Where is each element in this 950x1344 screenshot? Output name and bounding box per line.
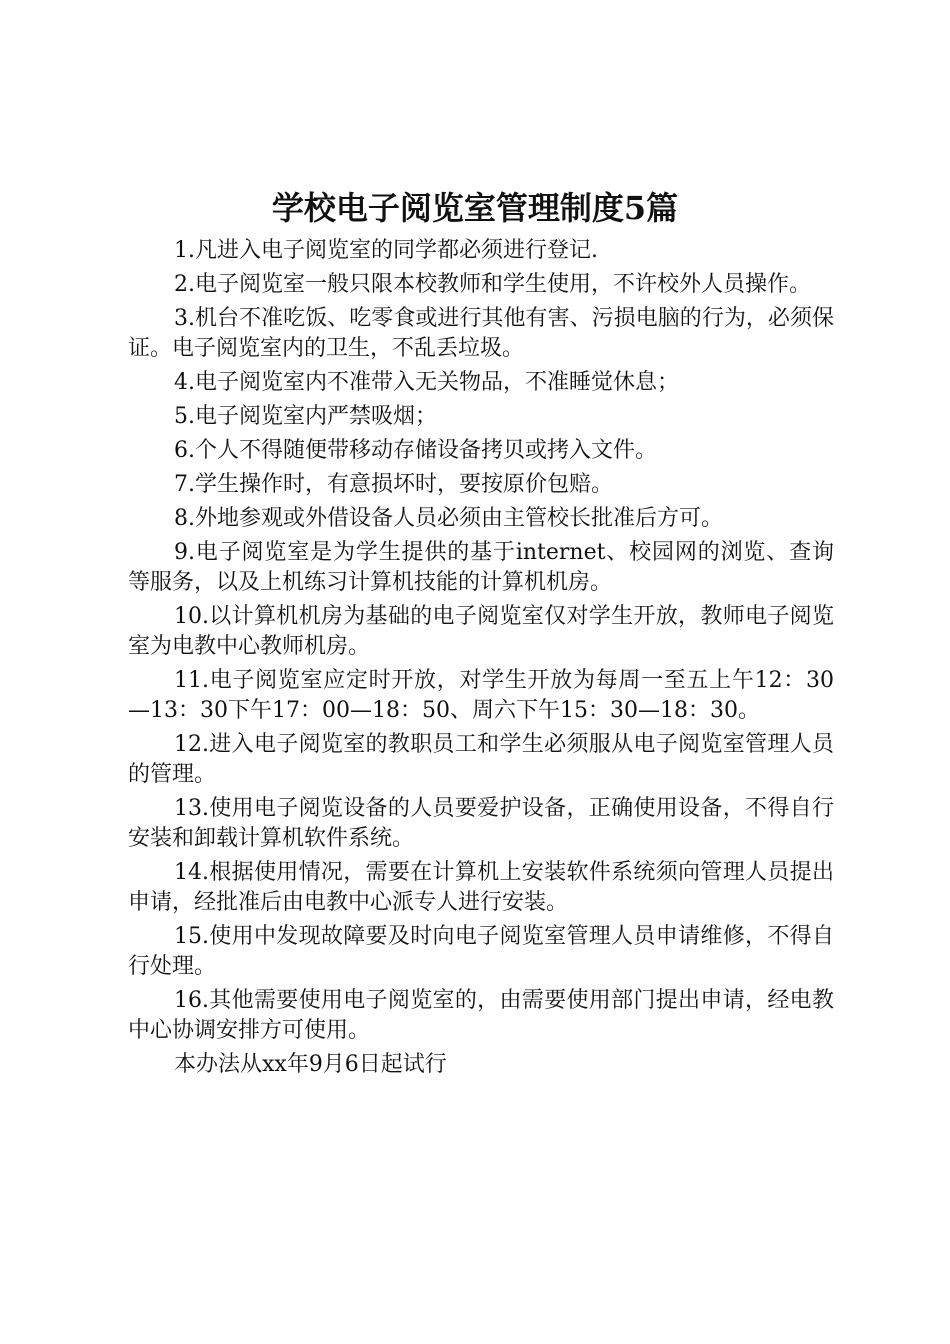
paragraph-rule-9: 9.电子阅览室是为学生提供的基于internet、校园网的浏览、查询等服务，以及上机练习计算机技能的计算机机房。 xyxy=(128,540,834,595)
paragraph-rule-13: 13.使用电子阅览设备的人员要爱护设备，正确使用设备，不得自行安装和卸载计算机软件系统。 xyxy=(128,796,834,851)
paragraph-rule-5: 5.电子阅览室内严禁吸烟； xyxy=(174,404,437,429)
paragraph-rule-4: 4.电子阅览室内不准带入无关物品，不准睡觉休息； xyxy=(174,370,679,395)
paragraph-rule-10: 10.以计算机机房为基础的电子阅览室仅对学生开放，教师电子阅览室为电教中心教师机房。 xyxy=(128,604,834,659)
paragraph-rule-14: 14.根据使用情况，需要在计算机上安装软件系统须向管理人员提出申请，经批准后由电教中心派专人进行安装。 xyxy=(128,860,834,915)
paragraph-rule-3: 3.机台不准吃饭、吃零食或进行其他有害、污损电脑的行为，必须保证。电子阅览室内的卫生，不乱丢垃圾。 xyxy=(128,306,834,361)
paragraph-rule-2: 2.电子阅览室一般只限本校教师和学生使用，不许校外人员操作。 xyxy=(174,272,811,297)
document-body xyxy=(128,236,834,1084)
document-title: 学校电子阅览室管理制度5篇 xyxy=(271,189,679,227)
paragraph-rule-8: 8.外地参观或外借设备人员必须由主管校长批准后方可。 xyxy=(174,506,723,531)
paragraph-effective-date: 本办法从xx年9月6日起试行 xyxy=(174,1052,447,1077)
paragraph-rule-6: 6.个人不得随便带移动存储设备拷贝或拷入文件。 xyxy=(174,438,657,463)
paragraph-rule-12: 12.进入电子阅览室的教职员工和学生必须服从电子阅览室管理人员的管理。 xyxy=(128,732,834,787)
paragraph-rule-15: 15.使用中发现故障要及时向电子阅览室管理人员申请维修，不得自行处理。 xyxy=(128,924,834,979)
paragraph-rule-16: 16.其他需要使用电子阅览室的，由需要使用部门提出申请，经电教中心协调安排方可使用。 xyxy=(128,988,834,1043)
paragraph-rule-7: 7.学生操作时，有意损坏时，要按原价包赔。 xyxy=(174,472,613,497)
paragraph-rule-1: 1.凡进入电子阅览室的同学都必须进行登记. xyxy=(174,238,598,263)
paragraph-rule-11: 11.电子阅览室应定时开放，对学生开放为每周一至五上午12：30—13：30下午17：00—18：50、周六下午15：30—18：30。 xyxy=(128,668,834,723)
